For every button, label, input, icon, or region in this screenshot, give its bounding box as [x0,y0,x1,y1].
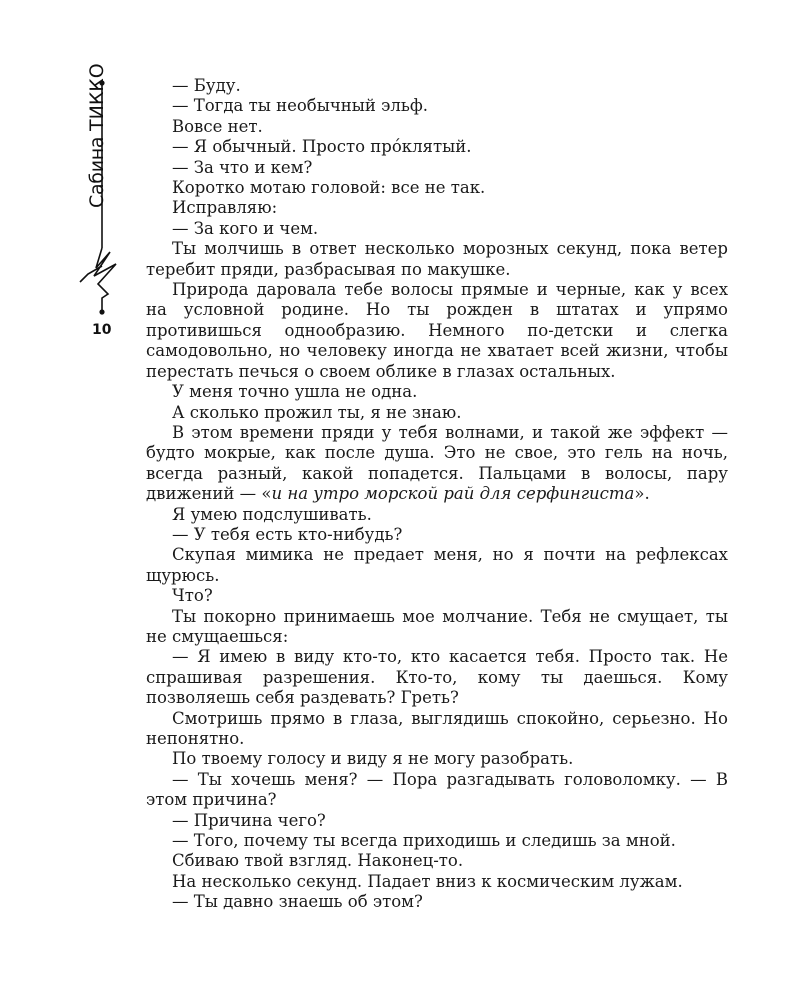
paragraph-text-end: ». [634,484,650,504]
paragraph: Природа даровала тебе волосы прямые и черные, как у всех на условной родине. Но ты рожден в штатах и упрямо противишься однообразию. Немного по-детски и слегка самодовольно, но человеку иногда не хватает всей жизни, чтобы перестать печься о своем облике в глазах остальных. [146,280,728,381]
paragraph: Исправляю: [172,198,278,218]
paragraph: Что? [172,586,213,606]
paragraph: — Тогда ты необычный эльф. [172,96,428,116]
paragraph: А сколько прожил ты, я не знаю. [172,402,462,422]
paragraph: Скупая мимика не предает меня, но я почти на рефлексах щурюсь. [146,545,728,585]
author-last-name: ТИККО [86,63,108,131]
paragraph: На несколько секунд. Падает вниз к космическим лужам. [172,871,683,891]
paragraph: Коротко мотаю головой: все не так. [172,178,486,198]
paragraph: Ты молчишь в ответ несколько морозных секунд, пока ветер теребит пряди, разбрасывая по макушке. [146,239,728,279]
paragraph: — Буду. [172,76,241,95]
paragraph: — Ты давно знаешь об этом? [172,892,423,912]
paragraph: — У тебя есть кто-нибудь? [172,524,403,544]
paragraph: У меня точно ушла не одна. [172,382,418,402]
paragraph: По твоему голосу и виду я не могу разобрать. [172,749,574,769]
page-number: 10 [92,322,112,338]
paragraph: Ты покорно принимаешь мое молчание. Тебя не смущает, ты не смущаешься: [146,606,728,646]
author-first-name: Сабина [86,136,108,208]
paragraph: Смотришь прямо в глаза, выглядишь спокойно, серьезно. Но непонятно. [146,708,728,748]
paragraph: — Ты хочешь меня? — Пора разгадывать головоломку. — В этом причина? [146,769,728,810]
paragraph: — Причина чего? [172,810,326,830]
paragraph: — Того, почему ты всегда приходишь и следишь за мной. [172,831,676,851]
author-name [84,63,110,208]
paragraph: — За что и кем? [172,157,313,177]
paragraph: — Я имею в виду кто-то, кто касается тебя. Просто так. Не спрашивая разрешения. Кто-то, кому ты даешься. Кому позволяешь себя раздевать? Греть? [146,647,728,708]
paragraph: — За кого и чем. [172,218,319,238]
paragraph: Вовсе нет. [172,116,263,136]
paragraph: — Я обычный. Просто прóклятый. [172,137,472,157]
body-text [146,76,728,913]
paragraph-text: В этом времени пряди у тебя волнами, и такой же эффект — будто мокрые, как после душа. Это не свое, это гель на ночь, всегда разный, какой попадется. Пальцами в волосы, пару движений — « [146,422,728,504]
paragraph-with-quote [146,423,728,505]
paragraph: Сбиваю твой взгляд. Наконец-то. [172,851,464,871]
italic-quote: и на утро морской рай для серфингиста [271,484,635,504]
paragraph: Я умею подслушивать. [172,504,372,524]
running-head [72,63,132,316]
